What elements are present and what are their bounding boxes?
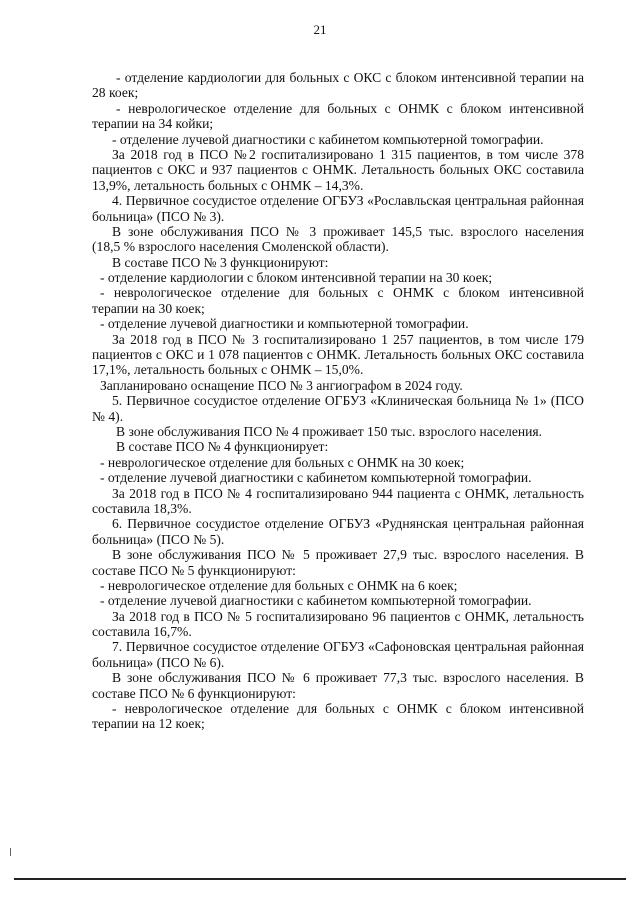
text-line: терапии на 12 коек;: [92, 716, 205, 732]
text-line: За 2018 год в ПСО № 3 госпитализировано 1 257 пациентов, в том числе 179: [112, 331, 584, 347]
text-line: - отделение лучевой диагностики с кабинетом компьютерной томографии.: [112, 131, 544, 147]
text-line: - отделение лучевой диагностики и компьютерной томографии.: [100, 316, 469, 332]
scan-edge-mark: [10, 848, 11, 856]
text-line: В составе ПСО № 4 функционирует:: [116, 439, 329, 455]
text-line: составила 18,3%.: [92, 500, 192, 516]
text-line: составила 16,7%.: [92, 624, 192, 640]
text-line: В зоне обслуживания ПСО № 5 проживает 27,9 тыс. взрослого населения. В: [112, 547, 584, 563]
page-number: 21: [313, 22, 327, 37]
text-line: В зоне обслуживания ПСО № 6 проживает 77,3 тыс. взрослого населения. В: [112, 670, 584, 686]
text-line: 13,9%, летальность больных с ОНМК – 14,3%.: [92, 177, 364, 193]
text-line: В зоне обслуживания ПСО № 3 проживает 145,5 тыс. взрослого населения: [112, 223, 584, 239]
text-line: (18,5 % взрослого населения Смоленской области).: [92, 239, 389, 255]
text-line: - отделение кардиологии для больных с ОКС с блоком интенсивной терапии на: [116, 70, 584, 85]
text-line: больница» (ПСО № 5).: [92, 531, 225, 547]
text-line: 5. Первичное сосудистое отделение ОГБУЗ «Клиническая больница № 1» (ПСО: [112, 393, 584, 409]
page-bottom-rule: [14, 878, 626, 880]
text-line: 17,1%, летальность больных с ОНМК – 15,0%.: [92, 362, 364, 378]
text-line: № 4).: [92, 408, 124, 424]
text-line: - отделение лучевой диагностики с кабинетом компьютерной томографии.: [100, 470, 532, 486]
text-line: 4. Первичное сосудистое отделение ОГБУЗ «Рославльская центральная районная: [112, 193, 584, 209]
text-line: терапии на 34 койки;: [92, 116, 214, 132]
text-line: - неврологическое отделение для больных с ОНМК с блоком интенсивной: [116, 100, 584, 116]
text-line: В составе ПСО № 3 функционируют:: [112, 254, 329, 270]
text-line: 6. Первичное сосудистое отделение ОГБУЗ «Руднянская центральная районная: [112, 516, 584, 532]
document-body: [92, 70, 584, 732]
text-line: Запланировано оснащение ПСО № 3 ангиографом в 2024 году.: [100, 377, 463, 393]
text-line: 28 коек;: [92, 85, 139, 101]
text-line: 7. Первичное сосудистое отделение ОГБУЗ «Сафоновская центральная районная: [112, 639, 584, 655]
text-line: больница» (ПСО № 6).: [92, 654, 225, 670]
text-line: составе ПСО № 6 функционируют:: [92, 685, 296, 701]
text-line: - неврологическое отделение для больных с ОНМК на 6 коек;: [100, 577, 458, 593]
text-line: В зоне обслуживания ПСО № 4 проживает 150 тыс. взрослого населения.: [116, 423, 543, 439]
text-line: За 2018 год в ПСО № 4 госпитализировано 944 пациента с ОНМК, летальность: [112, 485, 584, 501]
text-line: - неврологическое отделение для больных с ОНМК с блоком интенсивной: [100, 285, 584, 301]
text-line: составе ПСО № 5 функционируют:: [92, 562, 296, 578]
text-line: За 2018 год в ПСО №2 госпитализировано 1 315 пациентов, в том числе 378: [112, 146, 584, 162]
text-line: пациентов с ОКС и 937 пациентов с ОНМК. Летальность больных ОКС составила: [92, 162, 584, 178]
text-line: - отделение кардиологии с блоком интенсивной терапии на 30 коек;: [100, 270, 493, 286]
text-line: - неврологическое отделение для больных с ОНМК на 30 коек;: [100, 454, 465, 470]
text-line: - отделение лучевой диагностики с кабинетом компьютерной томографии.: [100, 593, 532, 609]
text-line: За 2018 год в ПСО № 5 госпитализировано 96 пациентов с ОНМК, летальность: [112, 608, 584, 624]
text-line: - неврологическое отделение для больных с ОНМК с блоком интенсивной: [112, 701, 584, 717]
text-line: пациентов с ОКС и 1 078 пациентов с ОНМК. Летальность больных ОКС составила: [92, 347, 584, 363]
text-line: больница» (ПСО № 3).: [92, 208, 225, 224]
text-line: терапии на 30 коек;: [92, 300, 205, 316]
